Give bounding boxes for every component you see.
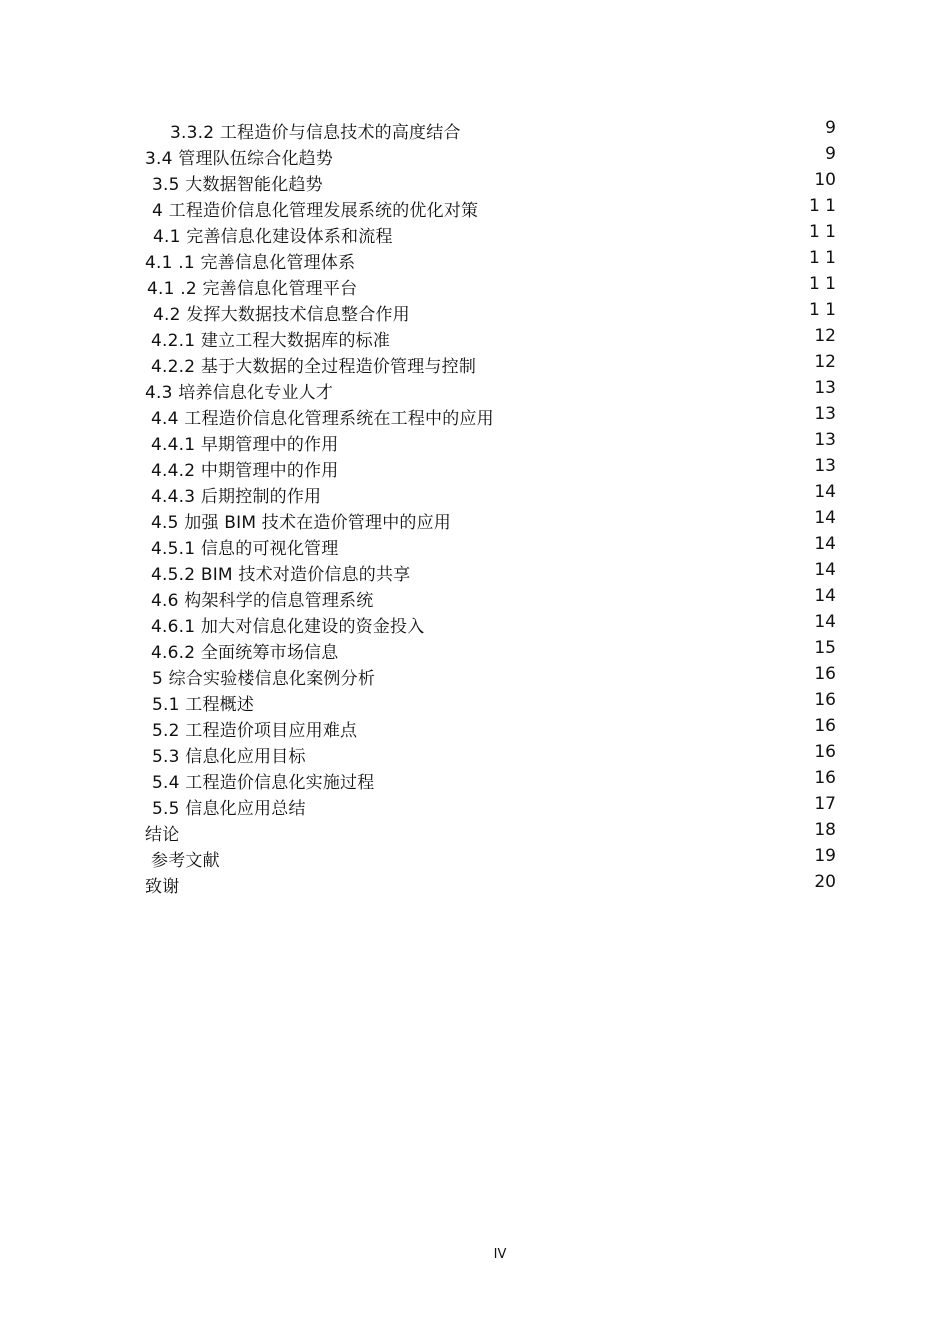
- toc-entry[interactable]: [0, 427, 950, 453]
- toc-entry[interactable]: [0, 557, 950, 583]
- toc-entry-page: 1 1: [808, 222, 836, 242]
- toc-entry[interactable]: [0, 401, 950, 427]
- toc-entry-page: 1 1: [808, 248, 836, 268]
- toc-entry-page: 19: [814, 846, 836, 866]
- toc-entry-page: 9: [825, 144, 836, 164]
- toc-entry-page: 18: [814, 820, 836, 840]
- toc-entry-title: 4.2 发挥大数据技术信息整合作用: [153, 305, 410, 325]
- toc-entry-page: 12: [814, 326, 836, 346]
- toc-entry[interactable]: [0, 661, 950, 687]
- toc-entry[interactable]: [0, 479, 950, 505]
- toc-entry[interactable]: [0, 843, 950, 869]
- toc-entry-page: 16: [814, 690, 836, 710]
- toc-entry-page: 10: [814, 170, 836, 190]
- toc-entry-title: 5.2 工程造价项目应用难点: [152, 721, 358, 741]
- toc-entry-title: 4.2.2 基于大数据的全过程造价管理与控制: [151, 357, 477, 377]
- toc-entry-page: 13: [814, 378, 836, 398]
- toc-entry-page: 9: [825, 118, 836, 138]
- toc-entry[interactable]: [0, 271, 950, 297]
- toc-entry[interactable]: [0, 167, 950, 193]
- toc-entry-page: 1 1: [808, 196, 836, 216]
- toc-entry-title: 3.5 大数据智能化趋势: [152, 175, 323, 195]
- toc-entry[interactable]: [0, 141, 950, 167]
- toc-entry[interactable]: [0, 323, 950, 349]
- toc-entry[interactable]: [0, 453, 950, 479]
- toc-entry-page: 20: [814, 872, 836, 892]
- toc-entry[interactable]: [0, 817, 950, 843]
- toc-entry-title: 4.6 构架科学的信息管理系统: [151, 591, 374, 611]
- toc-entry-page: 17: [814, 794, 836, 814]
- toc-entry[interactable]: [0, 869, 950, 895]
- toc-entry-title: 4.1 完善信息化建设体系和流程: [153, 227, 393, 247]
- toc-entry-title: 4.4.1 早期管理中的作用: [151, 435, 339, 455]
- toc-entry-page: 14: [814, 508, 836, 528]
- toc-entry[interactable]: [0, 115, 950, 141]
- toc-entry-title: 3.4 管理队伍综合化趋势: [145, 149, 334, 169]
- toc-entry[interactable]: [0, 375, 950, 401]
- toc-entry-title: 4.6.1 加大对信息化建设的资金投入: [151, 617, 425, 637]
- toc-entry-title: 5.3 信息化应用目标: [152, 747, 306, 767]
- toc-entry-page: 15: [814, 638, 836, 658]
- page-number: IV: [493, 1247, 507, 1262]
- toc-entry-page: 12: [814, 352, 836, 372]
- toc-entry-title: 4.4.3 后期控制的作用: [151, 487, 322, 507]
- toc-entry[interactable]: [0, 687, 950, 713]
- toc-entry-page: 13: [814, 456, 836, 476]
- toc-entry-title: 4.6.2 全面统筹市场信息: [151, 643, 339, 663]
- toc-entry-page: 1 1: [808, 300, 836, 320]
- toc-entry-title: 4.5.2 BIM 技术对造价信息的共享: [151, 565, 411, 585]
- toc-entry-title: 4.1 .1 完善信息化管理体系: [145, 253, 356, 273]
- toc-entry-title: 4.5 加强 BIM 技术在造价管理中的应用: [151, 513, 451, 533]
- toc-entry-page: 14: [814, 586, 836, 606]
- toc-entry-page: 14: [814, 482, 836, 502]
- toc-entry-title: 4.5.1 信息的可视化管理: [151, 539, 339, 559]
- toc-entry[interactable]: [0, 583, 950, 609]
- toc-entry-title: 4.4.2 中期管理中的作用: [151, 461, 339, 481]
- toc-entry-page: 14: [814, 534, 836, 554]
- toc-entry[interactable]: [0, 791, 950, 817]
- toc-entry[interactable]: [0, 505, 950, 531]
- toc-entry-title: 4.2.1 建立工程大数据库的标准: [151, 331, 391, 351]
- toc-entry-page: 13: [814, 404, 836, 424]
- toc-entry-title: 4.3 培养信息化专业人才: [145, 383, 334, 403]
- toc-entry-page: 16: [814, 716, 836, 736]
- toc-entry[interactable]: [0, 193, 950, 219]
- toc-entry-title: 参考文献: [151, 851, 220, 871]
- toc-entry-title: 3.3.2 工程造价与信息技术的高度结合: [170, 123, 461, 143]
- toc-entry-page: 14: [814, 612, 836, 632]
- toc-entry[interactable]: [0, 713, 950, 739]
- toc-entry-page: 16: [814, 664, 836, 684]
- toc-entry-title: 5 综合实验楼信息化案例分析: [152, 669, 376, 689]
- toc-entry-page: 14: [814, 560, 836, 580]
- toc-entry[interactable]: [0, 739, 950, 765]
- table-of-contents: [0, 115, 950, 895]
- toc-entry[interactable]: [0, 297, 950, 323]
- toc-entry-title: 4 工程造价信息化管理发展系统的优化对策: [152, 201, 479, 221]
- toc-entry-title: 结论: [145, 825, 180, 845]
- toc-entry[interactable]: [0, 635, 950, 661]
- toc-entry[interactable]: [0, 219, 950, 245]
- toc-entry[interactable]: [0, 609, 950, 635]
- toc-entry-title: 5.4 工程造价信息化实施过程: [152, 773, 375, 793]
- toc-entry-page: 16: [814, 742, 836, 762]
- toc-entry[interactable]: [0, 349, 950, 375]
- toc-entry-title: 5.1 工程概述: [152, 695, 255, 715]
- toc-entry[interactable]: [0, 245, 950, 271]
- toc-entry-page: 1 1: [808, 274, 836, 294]
- toc-entry[interactable]: [0, 765, 950, 791]
- toc-entry-page: 16: [814, 768, 836, 788]
- toc-entry[interactable]: [0, 531, 950, 557]
- toc-entry-title: 5.5 信息化应用总结: [152, 799, 306, 819]
- toc-entry-title: 4.1 .2 完善信息化管理平台: [147, 279, 358, 299]
- toc-entry-title: 致谢: [145, 877, 180, 897]
- toc-entry-page: 13: [814, 430, 836, 450]
- toc-entry-title: 4.4 工程造价信息化管理系统在工程中的应用: [151, 409, 494, 429]
